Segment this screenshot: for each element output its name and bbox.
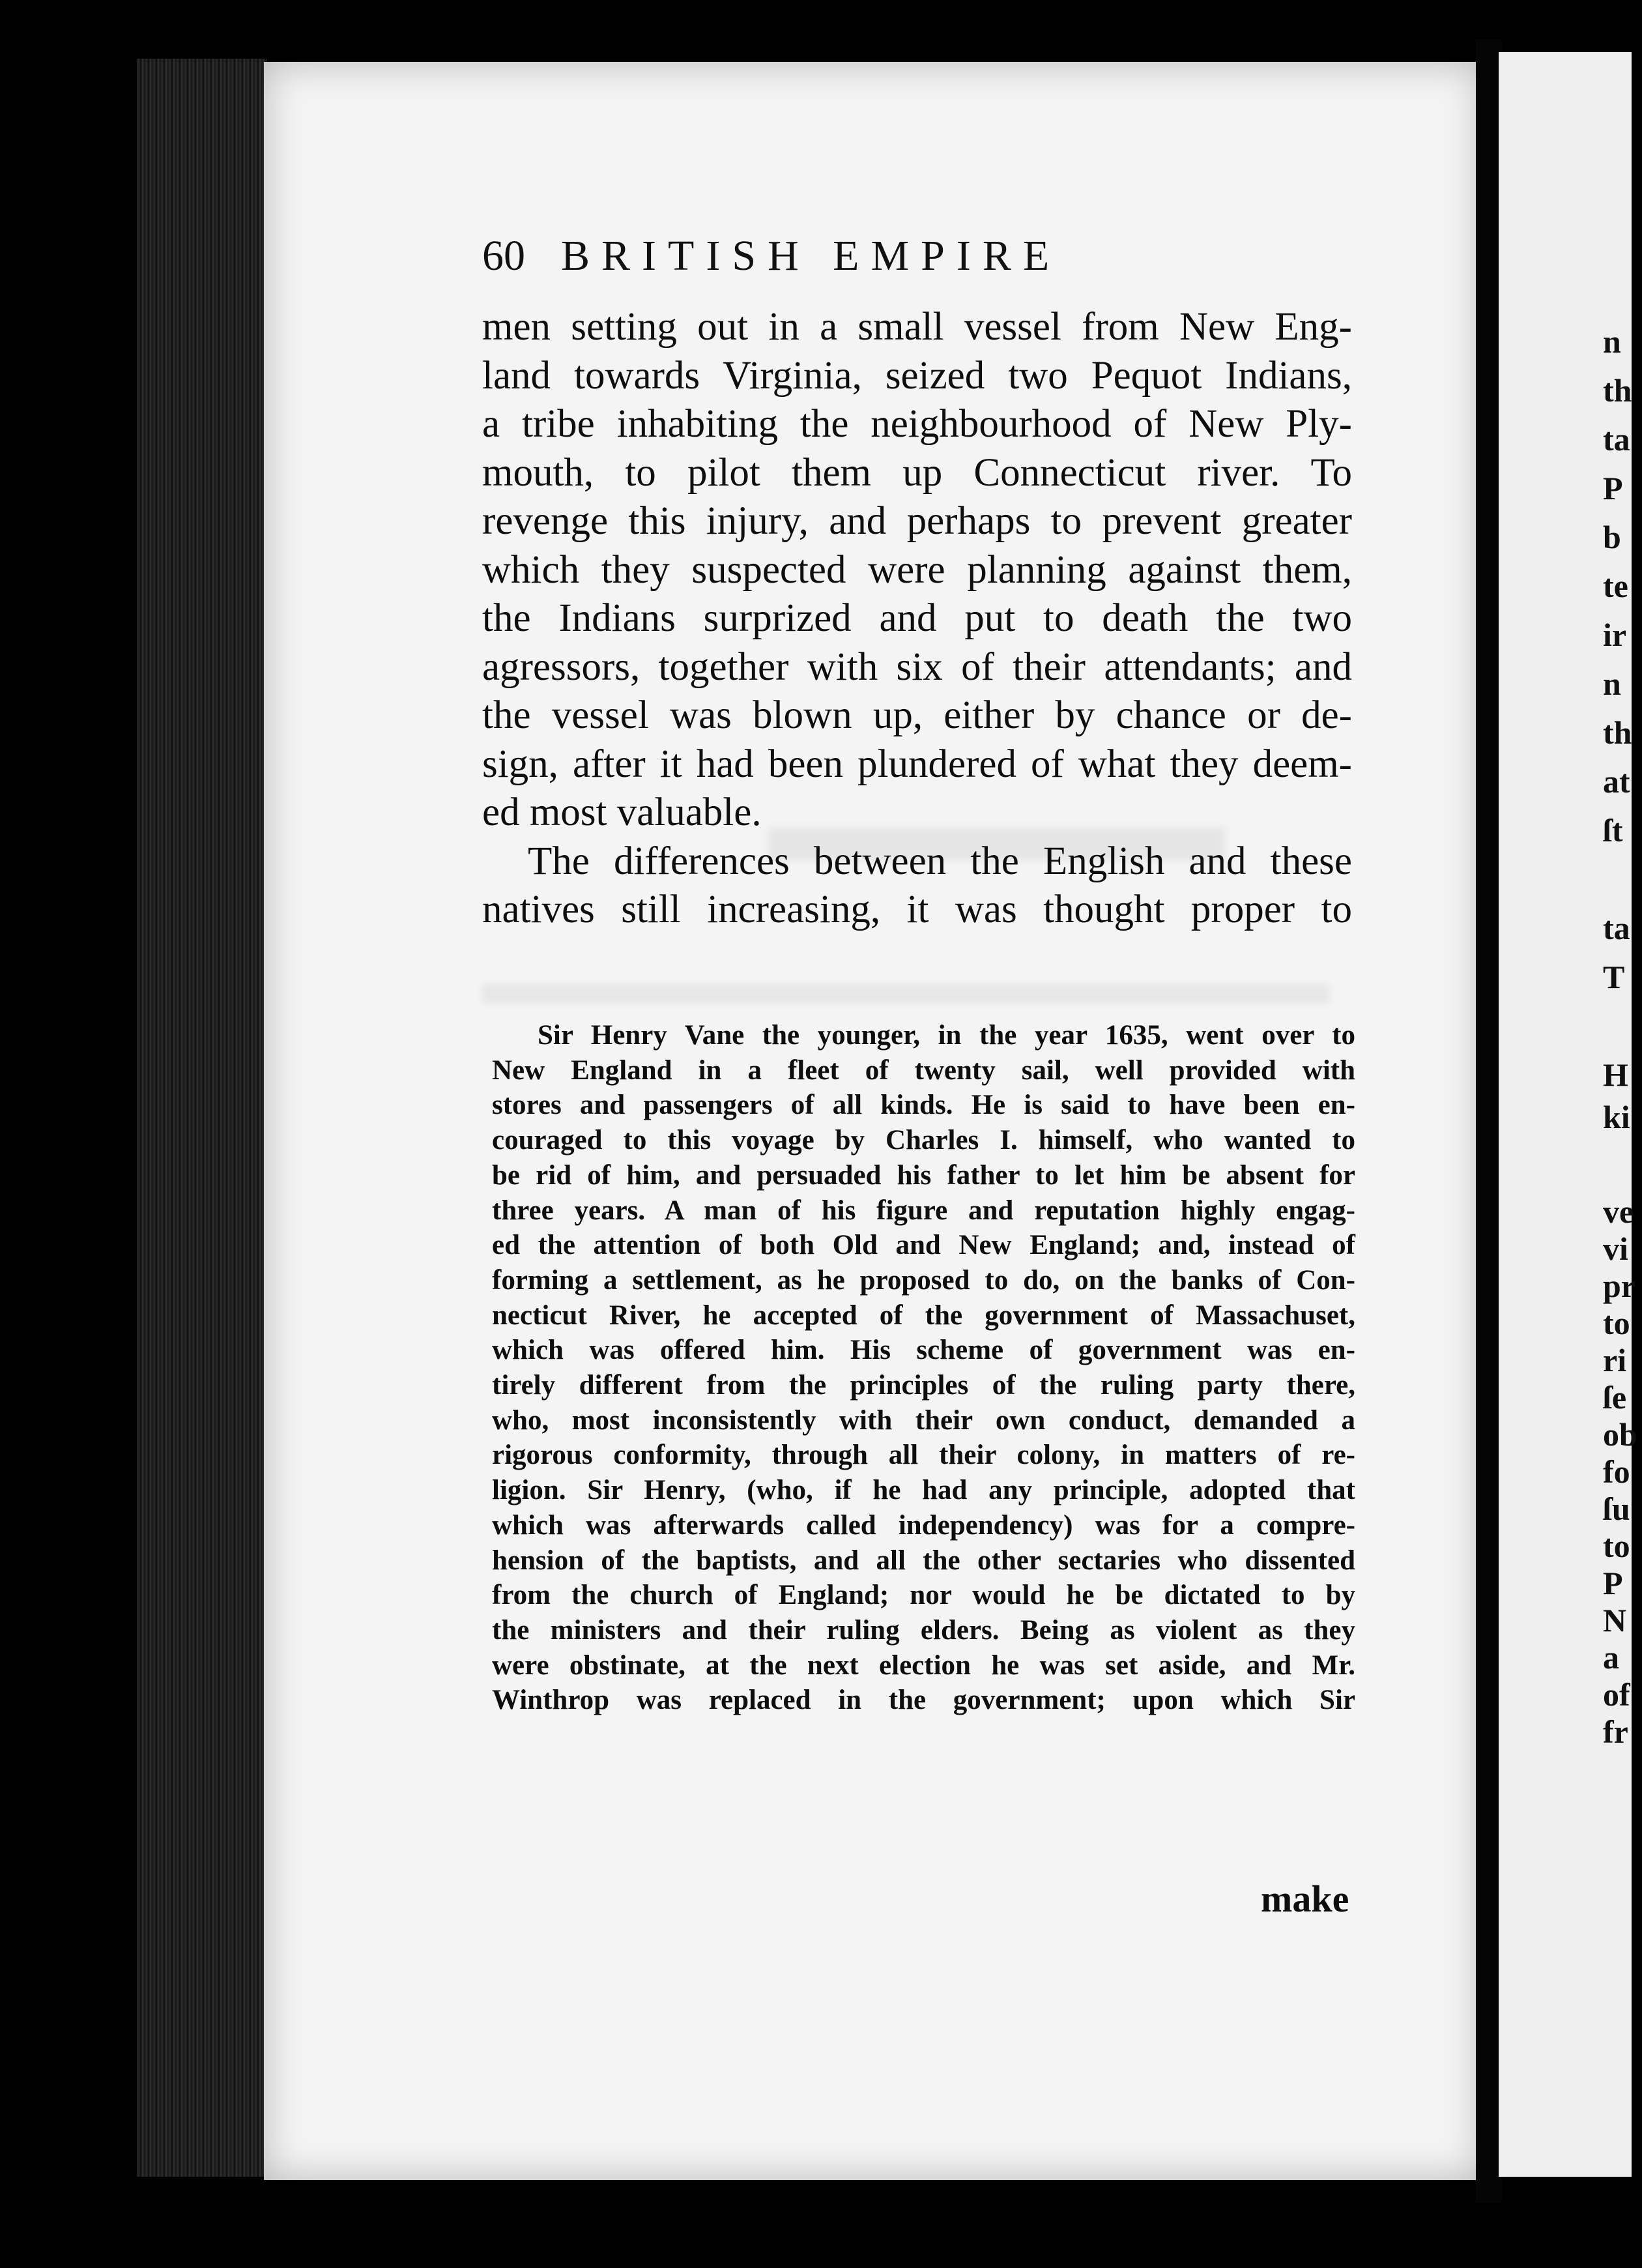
facing-fragment: P	[1603, 470, 1623, 506]
footnote-line: New England in a fleet of twenty sail, well provided with	[492, 1054, 1355, 1086]
footnote-line: ed the attention of both Old and New England; and, instead of	[492, 1230, 1355, 1261]
text-line: a tribe inhabiting the neighbourhood of New Ply-	[482, 402, 1352, 446]
text-line: men setting out in a small vessel from New Eng-	[482, 305, 1352, 349]
facing-fragment: fo	[1603, 1453, 1630, 1490]
facing-fragment: ki	[1603, 1099, 1630, 1135]
facing-fragment: n	[1603, 323, 1621, 360]
text-line: sign, after it had been plundered of what they deem-	[482, 742, 1352, 786]
ink-bleed-through	[482, 984, 1329, 1004]
footnote-line: hension of the baptists, and all the other sectaries who dissented	[492, 1545, 1355, 1576]
facing-fragment: ſu	[1603, 1490, 1630, 1527]
catchword: make	[1261, 1878, 1349, 1920]
running-head	[482, 231, 1199, 303]
facing-fragment: ve	[1603, 1193, 1634, 1230]
main-text-block	[482, 303, 1352, 935]
text-line: which they suspected were planning against them,	[482, 547, 1352, 592]
text-line: the Indians surprized and put to death the two	[482, 596, 1352, 640]
footnote-line: who, most inconsistently with their own conduct, demanded a	[492, 1404, 1355, 1436]
facing-fragment: ob	[1603, 1416, 1637, 1453]
footnote-line: Winthrop was replaced in the government; upon which Sir	[492, 1685, 1355, 1716]
text-line: the vessel was blown up, either by chance or de-	[482, 693, 1352, 737]
facing-fragment: ſt	[1603, 812, 1623, 849]
text-line: The differences between the English and these	[528, 839, 1352, 883]
footnote-line: the ministers and their ruling elders. Being as violent as they	[492, 1614, 1355, 1646]
facing-fragment: n	[1603, 665, 1621, 702]
text-line: natives still increasing, it was thought proper to	[482, 888, 1352, 931]
footnote-line: tirely different from the principles of the ruling party there,	[492, 1370, 1355, 1401]
facing-fragment: ta	[1603, 910, 1630, 946]
facing-fragment: at	[1603, 763, 1630, 800]
page-number: 60	[482, 232, 525, 280]
facing-fragment: fr	[1603, 1713, 1628, 1750]
facing-fragment: of	[1603, 1676, 1630, 1713]
facing-fragment: b	[1603, 519, 1621, 555]
footnote-line: necticut River, he accepted of the government of Massachuset,	[492, 1300, 1355, 1331]
text-line: revenge this injury, and perhaps to prevent greater	[482, 499, 1352, 543]
text-line: ed most valuable.	[482, 791, 762, 834]
page-gutter	[1476, 39, 1502, 2203]
footnote-line: stores and passengers of all kinds. He is said to have been en-	[492, 1090, 1355, 1121]
footnote-line: were obstinate, at the next election he was set aside, and Mr.	[492, 1650, 1355, 1681]
text-line: land towards Virginia, seized two Pequot Indians,	[482, 353, 1352, 398]
facing-fragment: a	[1603, 1639, 1619, 1676]
footnote-line: couraged to this voyage by Charles I. himself, who wanted to	[492, 1125, 1355, 1156]
footnote-line: Sir Henry Vane the younger, in the year 1635, went over to	[538, 1020, 1355, 1051]
facing-fragment: ri	[1603, 1342, 1627, 1378]
book-page-edges	[137, 59, 267, 2177]
facing-fragment: ir	[1603, 617, 1627, 653]
facing-fragment: ta	[1603, 421, 1630, 458]
footnote-line: from the church of England; nor would he be dictated to by	[492, 1580, 1355, 1611]
facing-fragment: pr	[1603, 1268, 1635, 1304]
facing-fragment: th	[1603, 714, 1632, 751]
facing-fragment: H	[1603, 1056, 1628, 1093]
footnote-line: rigorous conformity, through all their colony, in matters of re-	[492, 1440, 1355, 1471]
facing-fragment: th	[1603, 372, 1632, 409]
facing-fragment: N	[1603, 1602, 1627, 1638]
footnote-line: which was afterwards called independency) was for a compre-	[492, 1509, 1355, 1541]
footnote-block	[492, 1018, 1355, 1718]
facing-fragment: to	[1603, 1528, 1630, 1564]
facing-fragment: te	[1603, 568, 1628, 604]
facing-fragment: ſe	[1603, 1379, 1627, 1416]
facing-fragment: T	[1603, 959, 1625, 995]
facing-fragment: vi	[1603, 1230, 1628, 1267]
facing-fragment: P	[1603, 1565, 1623, 1601]
footnote-line: three years. A man of his figure and reputation highly engag-	[492, 1195, 1355, 1226]
footnote-line: ligion. Sir Henry, (who, if he had any principle, adopted that	[492, 1475, 1355, 1506]
text-line: mouth, to pilot them up Connecticut river. To	[482, 450, 1352, 495]
text-line: agressors, together with six of their attendants; and	[482, 645, 1352, 689]
footnote-line: forming a settlement, as he proposed to do, on the banks of Con-	[492, 1264, 1355, 1296]
facing-fragment: to	[1603, 1305, 1630, 1341]
running-title: BRITISH EMPIRE	[561, 232, 1061, 280]
footnote-line: be rid of him, and persuaded his father to let him be absent for	[492, 1159, 1355, 1191]
footnote-line: which was offered him. His scheme of government was en-	[492, 1335, 1355, 1366]
